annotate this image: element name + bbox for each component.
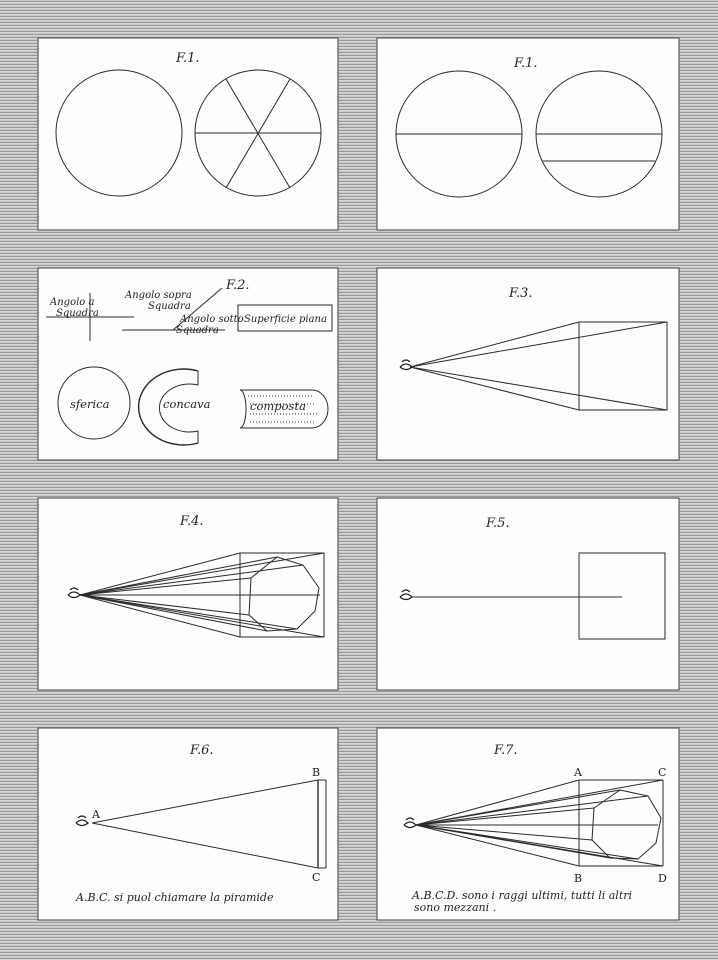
panel-f4 bbox=[38, 498, 338, 690]
point-c-label: C bbox=[658, 766, 667, 779]
composta-label: composta bbox=[250, 399, 306, 413]
point-b-label: B bbox=[574, 872, 583, 885]
point-a-label: A bbox=[92, 808, 100, 821]
angolo-sopra-label-2: Squadra bbox=[148, 301, 191, 312]
caption-line-1: A.B.C.D. sono i raggi ultimi, tutti li altri bbox=[412, 889, 633, 902]
sferica-label: sferica bbox=[70, 397, 110, 411]
panel-f7 bbox=[377, 728, 679, 920]
point-c-label: C bbox=[312, 871, 321, 884]
caption: A.B.C. si puol chiamare la piramide bbox=[76, 891, 274, 904]
fig-label: F.6. bbox=[190, 743, 214, 758]
superficie-piana-label: Superficie piana bbox=[244, 314, 327, 325]
fig-label: F.1. bbox=[176, 51, 200, 66]
angolo-sotto-label-2: Squadra bbox=[176, 325, 219, 336]
panel-f1-left bbox=[38, 38, 338, 230]
point-b-label: B bbox=[312, 766, 321, 779]
panel-f5 bbox=[377, 498, 679, 690]
fig-label: F.7. bbox=[494, 743, 518, 758]
fig-label: F.3. bbox=[509, 286, 533, 301]
fig-label: F.4. bbox=[180, 514, 204, 529]
fig-label: F.5. bbox=[486, 516, 510, 531]
panel-f6 bbox=[38, 728, 338, 920]
angolo-sotto-label-1: Angolo sotto bbox=[180, 314, 244, 325]
concava-label: concava bbox=[163, 397, 211, 411]
caption-line-2: sono mezzani . bbox=[414, 901, 497, 914]
panel-f1-right bbox=[377, 38, 679, 230]
point-d-label: D bbox=[658, 872, 667, 885]
angolo-sopra-label-1: Angolo sopra bbox=[125, 290, 192, 301]
point-a-label: A bbox=[574, 766, 582, 779]
fig-label: F.2. bbox=[226, 278, 250, 293]
panel-f2 bbox=[38, 268, 338, 460]
panel-f3 bbox=[377, 268, 679, 460]
angolo-a-label-1: Angolo a bbox=[50, 297, 95, 308]
angolo-a-label-2: Squadra bbox=[56, 308, 99, 319]
fig-label: F.1. bbox=[514, 56, 538, 71]
